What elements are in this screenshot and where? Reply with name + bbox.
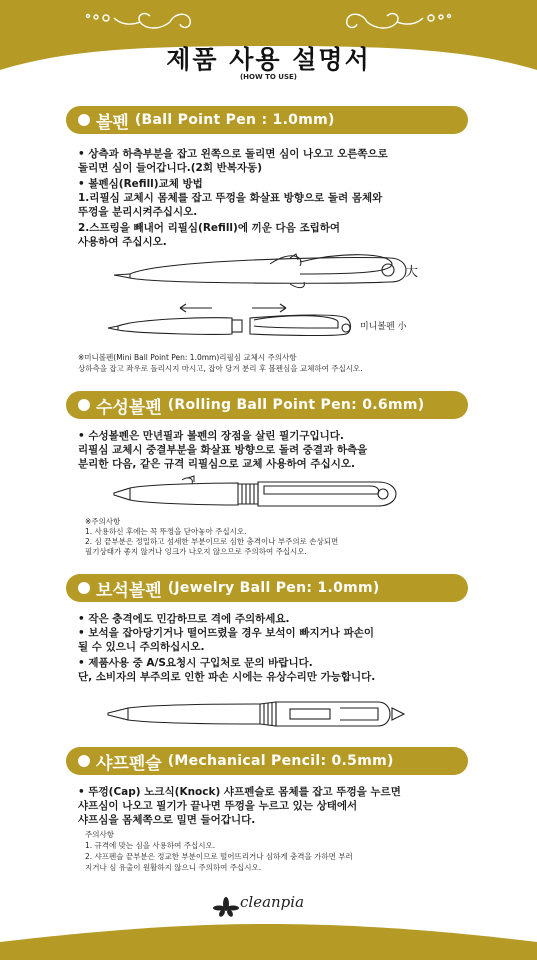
rollerball-note-1: ※주의사항 <box>85 517 121 526</box>
ballpen-note-1: ※미니볼펜(Mini Ball Point Pen: 1.0mm)리필심 교체시 주의사항 <box>78 353 297 362</box>
jewelry-line-3: 될 수 있으니 주의하십시오. <box>78 641 205 653</box>
rollerball-illustration <box>108 474 408 516</box>
pencil-line-3: 샤프심을 몸체쪽으로 밀면 들어갑니다. <box>78 814 256 826</box>
pencil-note-2: 1. 규격에 맞는 심을 사용하여 주십시오. <box>85 841 216 850</box>
rollerball-note-3: 2. 심 끝부분은 정밀하고 섬세한 부분이므로 심한 충격이나 부주의로 손상되면 <box>85 537 339 546</box>
rollerball-line-1: • 수성볼펜은 만년필과 볼펜의 장점을 살린 필기구입니다. <box>78 430 344 442</box>
ballpen-line-4: 1.리필심 교체시 몸체를 잡고 뚜껑을 화살표 방향으로 돌려 몸체와 <box>78 192 383 204</box>
ballpen-note-2: 상하측을 잡고 좌우로 돌리시지 마시고, 잡아 당겨 분리 후 볼펜심을 교체하여 주십시오. <box>78 364 363 373</box>
section-ballpen-header <box>66 106 468 134</box>
brand-name: cleanpia <box>240 893 305 911</box>
section-title-ko: 샤프펜슬 <box>96 753 162 774</box>
jewelry-line-5: 단, 소비자의 부주의로 인한 파손 시에는 유상수리만 가능합니다. <box>78 671 376 683</box>
section-title-en: (Mechanical Pencil: 0.5mm) <box>167 753 394 769</box>
page-subtitle: (HOW TO USE) <box>239 73 298 81</box>
pencil-note-1: 주의사항 <box>85 830 114 839</box>
pencil-note-3: 2. 샤프펜슬 끝부분은 정교한 부분이므로 떨어뜨리거나 심하게 충격을 가하면 부러 <box>85 852 353 861</box>
rollerball-line-3: 분리한 다음, 같은 규격 리필심으로 교체 사용하여 주십시오. <box>78 458 355 470</box>
jewelry-line-2: • 보석을 잡아당기거나 떨어뜨렸을 경우 보석이 빠지거나 파손이 <box>78 627 375 639</box>
section-jewelry-header <box>66 574 468 602</box>
section-title-en: (Ball Point Pen : 1.0mm) <box>134 112 335 128</box>
pencil-note-4: 지거나 심 유출이 원활하지 않으니 주의하여 주십시오. <box>85 863 262 872</box>
ballpen-illustration <box>100 244 430 354</box>
bullet-dot-icon <box>78 755 90 767</box>
ballpen-line-7: 사용하여 주십시오. <box>78 236 167 248</box>
jewelry-line-1: • 작은 충격에도 민감하므로 격에 주의하세요. <box>78 613 290 625</box>
bullet-dot-icon <box>78 582 90 594</box>
rollerball-line-2: 리필심 교체시 중결부분을 화살표 방향으로 돌려 중결과 하측을 <box>78 444 368 456</box>
section-title-ko: 보석볼펜 <box>96 580 162 601</box>
rollerball-note-2: 1. 사용하신 후에는 꼭 뚜껑을 닫아놓아 주십시오. <box>85 527 247 536</box>
section-title-en: (Rolling Ball Point Pen: 0.6mm) <box>167 397 425 413</box>
ballpen-line-2: 돌리면 심이 들어갑니다.(2회 반복자동) <box>78 162 263 174</box>
section-pencil-header <box>66 747 468 775</box>
pen-size-small-label: 미니볼펜 小 <box>360 322 407 332</box>
jewelry-pen-illustration <box>100 694 420 734</box>
pencil-line-2: 샤프심이 나오고 필기가 끝나면 뚜껑을 누르고 있는 상태에서 <box>78 800 358 812</box>
page-title: 제품 사용 설명서 <box>166 45 371 74</box>
section-title-en: (Jewelry Ball Pen: 1.0mm) <box>167 580 380 596</box>
footer-banner <box>0 880 537 960</box>
ballpen-line-5: 뚜껑을 분리시켜주십시오. <box>78 206 198 218</box>
ballpen-line-1: • 상측과 하측부분을 잡고 왼쪽으로 돌리면 심이 나오고 오른쪽으로 <box>78 148 388 160</box>
footer-wave <box>0 880 537 960</box>
pen-size-big-label: 大 <box>405 265 419 280</box>
section-rollerball-header <box>66 391 468 419</box>
ballpen-line-6: 2.스프링을 빼내어 리필심(Refill)에 끼운 다음 조립하여 <box>78 222 341 234</box>
section-title-ko: 볼펜 <box>96 112 129 133</box>
jewelry-line-4: • 제품사용 중 A/S요청시 구입처로 문의 바랍니다. <box>78 657 313 669</box>
pencil-line-1: • 뚜껑(Cap) 노크식(Knock) 샤프펜슬로 몸체를 잡고 뚜껑을 누르면 <box>78 786 401 798</box>
rollerball-note-4: 필기상태가 좋지 않거나 잉크가 나오지 않으므로 주의하여 주십시오. <box>85 547 307 556</box>
bullet-dot-icon <box>78 114 90 126</box>
bullet-dot-icon <box>78 399 90 411</box>
section-title-ko: 수성볼펜 <box>96 397 162 418</box>
ballpen-line-3: • 볼펜심(Refill)교체 방법 <box>78 178 203 190</box>
